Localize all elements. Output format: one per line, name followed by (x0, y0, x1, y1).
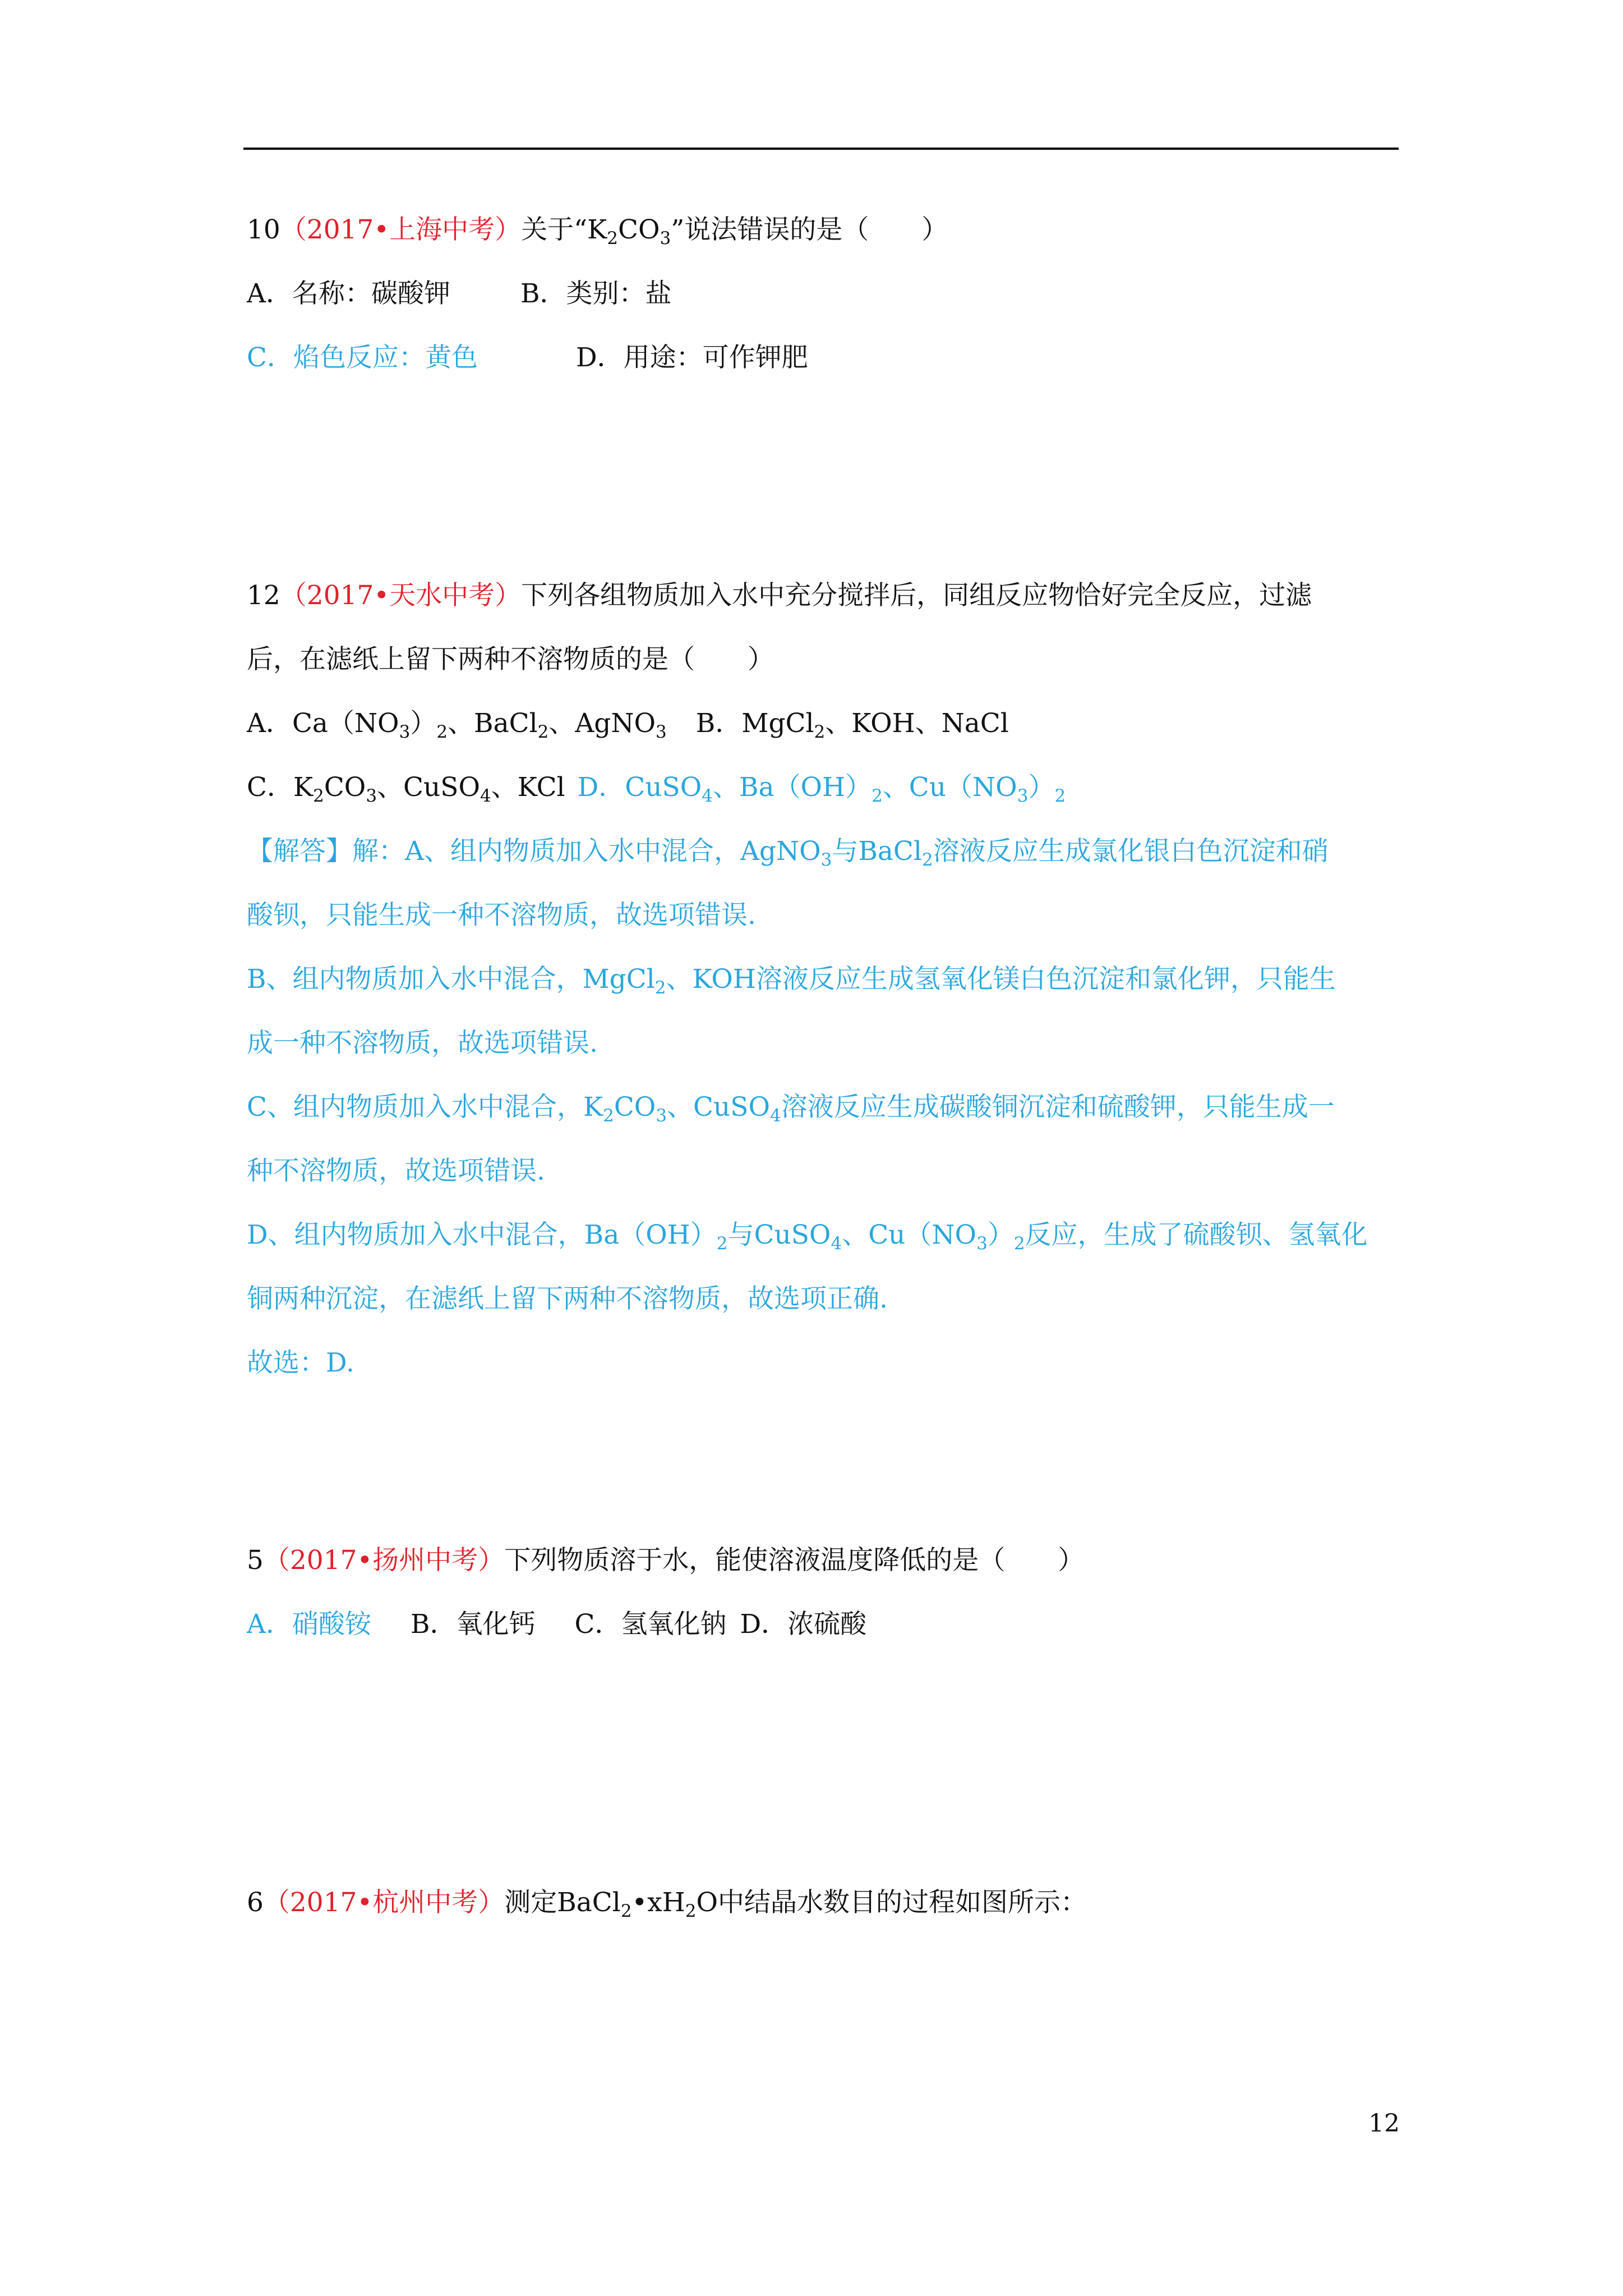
answer-line-c2: 种不溶物质，故选项错误. (247, 1156, 545, 1186)
option-b: B．氧化钙 (410, 1609, 536, 1640)
option-c: C．$K_2CO_3$、CuSO$_4$、KCl (247, 772, 565, 806)
q12-stem-line2: 后，在滤纸上留下两种不溶物质的是（ ） (247, 644, 774, 675)
option-d: D．浓硫酸 (740, 1609, 867, 1640)
q6-stem: 6（2017•杭州中考）测定$BaCl_2•xH_2O$中结晶水数目的过程如图所示： (247, 1887, 1087, 1921)
option-a-answer: A．硝酸铵 (247, 1609, 371, 1640)
q12-options-cd (247, 770, 1066, 806)
answer-line-a1: 【解答】解：A、组内物质加入水中混合，AgNO$_3$与BaCl$_2$溶液反应生成氯化银白色沉淀和硝 (247, 836, 1329, 870)
option-b: B．MgCl$_2$、KOH、NaCl (695, 708, 1009, 742)
answer-line-a2: 酸钡，只能生成一种不溶物质，故选项错误. (247, 900, 756, 931)
answer-line-b2: 成一种不溶物质，故选项错误. (247, 1028, 598, 1059)
page-number: 12 (1368, 2109, 1400, 2138)
answer-line-d1: D、组内物质加入水中混合，$Ba(OH)_2$与CuSO$_4$、$Cu(NO_3)_2$反应，生成了硫酸钡、氢氧化 (247, 1220, 1368, 1254)
q5-stem: 5（2017•扬州中考）下列物质溶于水，能使溶液温度降低的是（ ） (247, 1545, 1085, 1576)
question-source: （2017•扬州中考） (263, 1545, 505, 1576)
option-a: A．名称：碳酸钾 (247, 278, 450, 309)
question-source: （2017•天水中考） (280, 580, 522, 611)
answer-line-d2: 铜两种沉淀，在滤纸上留下两种不溶物质，故选项正确. (247, 1283, 888, 1314)
q10-options-cd (247, 340, 808, 376)
option-d: D．用途：可作钾肥 (575, 342, 808, 373)
header-rule (243, 148, 1399, 150)
answer-final: 故选：D. (247, 1347, 354, 1378)
question-number: 6 (247, 1887, 264, 1918)
q12-options-ab (247, 706, 1009, 742)
option-c: C．氢氧化钠 (574, 1609, 727, 1640)
question-number: 12 (247, 580, 280, 611)
answer-tag: 【解答】 (247, 836, 352, 867)
q10-options-ab (247, 276, 672, 312)
question-source: （2017•上海中考） (280, 214, 522, 245)
q5-options (247, 1607, 866, 1642)
option-c-answer: C．焰色反应：黄色 (247, 342, 478, 373)
answer-line-c1: C、组内物质加入水中混合，$K_2CO_3$、CuSO$_4$溶液反应生成碳酸铜沉淀和硫酸钾，只能生成一 (247, 1092, 1335, 1126)
question-source: （2017•杭州中考） (263, 1887, 505, 1918)
option-a: A．$Ca(NO_3)_2$、BaCl$_2$、AgNO$_3$ (247, 708, 667, 742)
question-number: 5 (247, 1545, 264, 1576)
option-d-answer: D．CuSO$_4$、$Ba(OH)_2$、$Cu(NO_3)_2$ (577, 772, 1066, 806)
option-b: B．类别：盐 (520, 278, 672, 309)
q12-stem-line1: 12（2017•天水中考）下列各组物质加入水中充分搅拌后，同组反应物恰好完全反应，过滤 (247, 580, 1312, 611)
answer-line-b1: B、组内物质加入水中混合，MgCl$_2$、KOH溶液反应生成氢氧化镁白色沉淀和氯化钾，只能生 (247, 964, 1336, 998)
q10-stem: 10（2017•上海中考）关于“$K_2CO_3$”说法错误的是（ ） (247, 214, 948, 249)
question-number: 10 (247, 214, 280, 245)
